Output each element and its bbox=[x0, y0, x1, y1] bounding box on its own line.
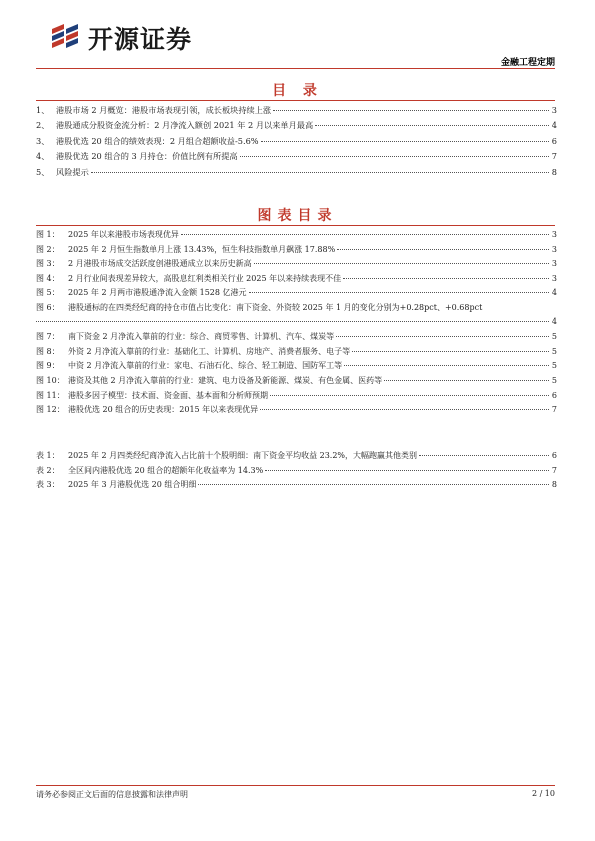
logo-text: 开源证券 bbox=[88, 25, 193, 54]
dot-leader bbox=[384, 380, 549, 381]
table-entry-text: 2025 年 3 月港股优选 20 组合明细 bbox=[68, 480, 197, 490]
table-entry-label: 表 2： bbox=[36, 465, 60, 475]
table-entry-label: 表 1： bbox=[36, 451, 60, 460]
page-number: 2 / 10 bbox=[531, 789, 555, 798]
figure-entry-text: 港股通标的在四类经纪商的持仓市值占比变化：南下资金、外资较 2025 年 1 月的变化分别为+0.28pct、+0.68pct bbox=[68, 302, 483, 312]
toc-entry-page: 7 bbox=[551, 151, 557, 162]
table-entry-text: 全区间内港股优选 20 组合的超额年化收益率为 14.3% bbox=[68, 465, 264, 475]
table-entry-label: 表 3： bbox=[36, 480, 60, 490]
figure-entry-text: 2 月行业间表现差异较大，高股息红利类相关行业 2025 年以来持续表现不佳 bbox=[68, 273, 342, 283]
logo-mark-icon bbox=[48, 23, 82, 53]
toc-entry-page: 4 bbox=[551, 120, 557, 131]
toc-entry-number: 1、 bbox=[36, 105, 50, 115]
dot-leader bbox=[337, 249, 549, 250]
footer-disclaimer: 请务必参阅正文后面的信息披露和法律声明 bbox=[36, 790, 188, 799]
table-entry[interactable] bbox=[36, 450, 557, 465]
figure-entry-label: 图 4： bbox=[36, 273, 60, 283]
table-entry-page: 8 bbox=[551, 480, 557, 490]
toc-entry[interactable] bbox=[36, 105, 557, 120]
figure-entry-text: 港股优选 20 组合的历史表现：2015 年以来表现优异 bbox=[68, 405, 259, 415]
dot-leader bbox=[419, 455, 549, 456]
dot-leader bbox=[270, 395, 549, 396]
figure-entry-label: 图 10： bbox=[36, 375, 65, 385]
toc-entry[interactable] bbox=[36, 167, 557, 182]
figure-entry-page: 3 bbox=[551, 259, 557, 269]
toc-list bbox=[36, 105, 557, 182]
figure-entry-label: 图 6： bbox=[36, 302, 60, 312]
figure-entry-text: 2025 年 2 月恒生指数单月上涨 13.43%，恒生科技指数单月飙涨 17.88% bbox=[68, 244, 336, 254]
figure-entry[interactable] bbox=[36, 244, 557, 259]
dot-leader bbox=[198, 484, 549, 485]
figure-entry-text: 港股多因子模型：技术面、资金面、基本面和分析师预期 bbox=[68, 390, 268, 400]
toc-entry-text: 港股优选 20 组合的绩效表现：2 月组合超额收益-5.6% bbox=[56, 135, 259, 146]
dot-leader bbox=[254, 263, 549, 264]
figure-entry-label: 图 7： bbox=[36, 332, 60, 342]
toc-entry-number: 5、 bbox=[36, 166, 50, 177]
figure-entry-label: 图 11： bbox=[36, 390, 65, 400]
table-entry-page: 7 bbox=[551, 465, 557, 475]
dot-leader bbox=[265, 470, 549, 471]
figure-entry[interactable] bbox=[36, 404, 557, 419]
figure-list bbox=[36, 229, 557, 419]
dot-leader bbox=[344, 365, 549, 366]
toc-entry-text: 风险提示 bbox=[56, 166, 89, 177]
toc-entry[interactable] bbox=[36, 151, 557, 166]
figures-divider bbox=[36, 225, 555, 226]
figure-entry-text: 2025 年以来港股市场表现优异 bbox=[68, 230, 179, 239]
figure-entry-page: 3 bbox=[551, 273, 557, 283]
figure-entry-page: 3 bbox=[551, 244, 557, 254]
figure-entry-continuation[interactable] bbox=[36, 317, 557, 332]
dot-leader bbox=[181, 234, 549, 235]
toc-entry-text: 港股优选 20 组合的 3 月持仓：价值比例有所提高 bbox=[56, 151, 238, 162]
toc-entry-page: 8 bbox=[551, 166, 557, 177]
dot-leader bbox=[36, 321, 549, 322]
dot-leader bbox=[240, 156, 549, 157]
figure-entry-page: 5 bbox=[551, 375, 557, 385]
figure-entry-page: 5 bbox=[551, 361, 557, 371]
toc-entry-text: 港股市场 2 月概览：港股市场表现引领，成长板块持续上涨 bbox=[56, 105, 272, 115]
toc-entry-number: 3、 bbox=[36, 135, 50, 146]
figure-entry-page: 5 bbox=[551, 332, 557, 342]
report-type-label: 金融工程定期 bbox=[500, 58, 555, 68]
figure-entry[interactable] bbox=[36, 302, 557, 317]
dot-leader bbox=[273, 110, 549, 111]
toc-title: 目 录 bbox=[272, 83, 323, 99]
figure-entry[interactable] bbox=[36, 229, 557, 244]
figure-entry-page: 7 bbox=[551, 405, 557, 415]
figure-entry[interactable] bbox=[36, 273, 557, 288]
figure-entry-label: 图 12： bbox=[36, 405, 65, 415]
figure-entry[interactable] bbox=[36, 287, 557, 302]
figures-title: 图表目录 bbox=[257, 208, 338, 224]
figure-entry[interactable] bbox=[36, 258, 557, 273]
figure-entry-text: 2 月港股市场成交活跃度创港股通成立以来历史新高 bbox=[68, 259, 252, 269]
figure-entry[interactable] bbox=[36, 390, 557, 405]
figure-entry-page: 5 bbox=[551, 346, 557, 356]
dot-leader bbox=[352, 351, 549, 352]
figure-entry[interactable] bbox=[36, 360, 557, 375]
toc-entry-page: 3 bbox=[551, 105, 557, 115]
figure-entry[interactable] bbox=[36, 375, 557, 390]
table-list bbox=[36, 450, 557, 494]
toc-entry[interactable] bbox=[36, 120, 557, 135]
toc-entry-number: 2、 bbox=[36, 120, 50, 131]
logo bbox=[48, 20, 192, 56]
figure-entry-label: 图 2： bbox=[36, 244, 60, 254]
dot-leader bbox=[91, 172, 549, 173]
figure-entry-text: 港资及其他 2 月净流入靠前的行业：建筑、电力设备及新能源、煤炭、有色金属、医药等 bbox=[68, 375, 383, 385]
toc-entry-page: 6 bbox=[551, 135, 557, 146]
figure-entry-page: 4 bbox=[551, 316, 557, 326]
figure-entry-label: 图 5： bbox=[36, 288, 60, 298]
dot-leader bbox=[249, 292, 549, 293]
dot-leader bbox=[315, 125, 549, 126]
toc-entry-number: 4、 bbox=[36, 151, 50, 162]
footer-divider bbox=[36, 785, 555, 786]
page-header bbox=[0, 0, 595, 70]
figure-entry-label: 图 8： bbox=[36, 346, 60, 356]
dot-leader bbox=[336, 336, 549, 337]
figure-entry-text: 外资 2 月净流入靠前的行业：基础化工、计算机、房地产、消费者服务、电子等 bbox=[68, 346, 351, 356]
dot-leader bbox=[261, 141, 549, 142]
figure-entry[interactable] bbox=[36, 346, 557, 361]
table-entry[interactable] bbox=[36, 465, 557, 480]
figure-entry-page: 4 bbox=[551, 288, 557, 298]
header-divider bbox=[36, 68, 555, 69]
figure-entry-text: 2025 年 2 月两市港股通净流入金额 1528 亿港元 bbox=[68, 288, 247, 298]
table-entry-text: 2025 年 2 月四类经纪商净流入占比前十个股明细：南下资金平均收益 23.2%，大幅跑赢其他类别 bbox=[68, 451, 418, 460]
toc-entry[interactable] bbox=[36, 136, 557, 151]
dot-leader bbox=[343, 278, 549, 279]
figure-entry-label: 图 1： bbox=[36, 230, 60, 239]
figure-entry-text: 南下资金 2 月净流入靠前的行业：综合、商贸零售、计算机、汽车、煤炭等 bbox=[68, 332, 335, 342]
toc-entry-text: 港股通成分股资金流分析：2 月净流入额创 2021 年 2 月以来单月最高 bbox=[56, 120, 314, 131]
toc-divider bbox=[36, 100, 555, 101]
figure-entry-page: 3 bbox=[551, 230, 557, 239]
dot-leader bbox=[260, 409, 549, 410]
figure-entry-text: 中资 2 月净流入靠前的行业：家电、石油石化、综合、轻工制造、国防军工等 bbox=[68, 361, 343, 371]
figure-entry[interactable] bbox=[36, 331, 557, 346]
figure-entry-label: 图 3： bbox=[36, 259, 60, 269]
table-entry[interactable] bbox=[36, 479, 557, 494]
table-entry-page: 6 bbox=[551, 451, 557, 460]
figure-entry-page: 6 bbox=[551, 390, 557, 400]
figure-entry-label: 图 9： bbox=[36, 361, 60, 371]
